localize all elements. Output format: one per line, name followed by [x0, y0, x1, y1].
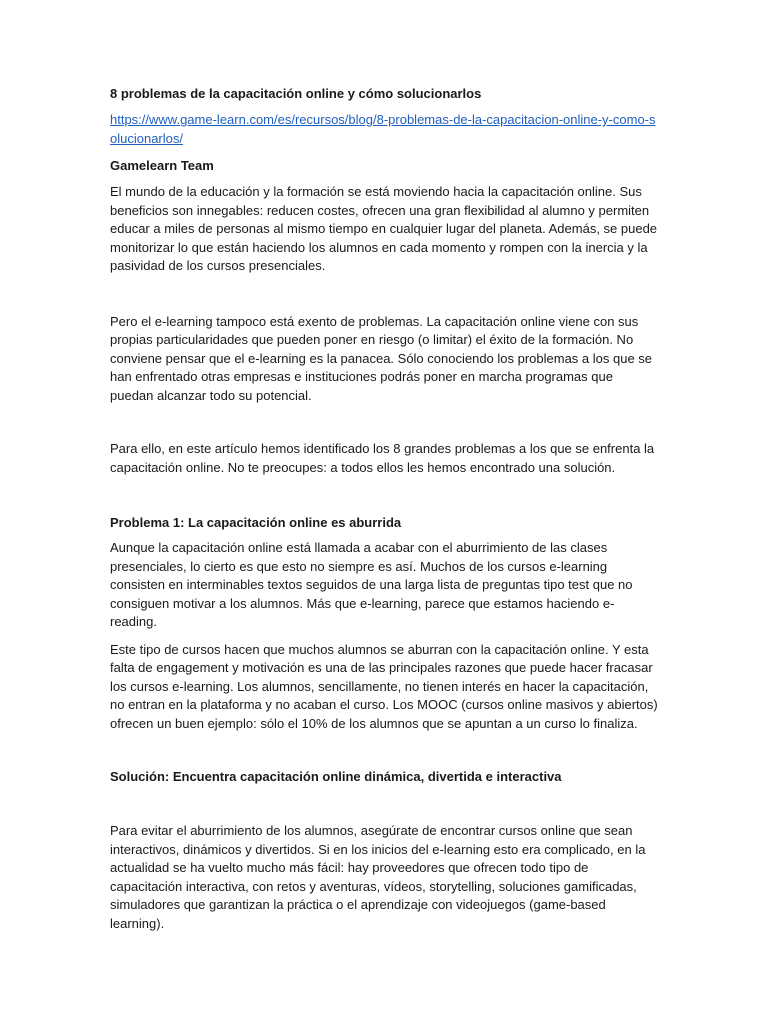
intro-paragraph-3: Para ello, en este artículo hemos identificado los 8 grandes problemas a los que se enfrenta la capacitación online. No te preocupes: a todos ellos les hemos encontrado una solución.: [110, 441, 655, 475]
source-link[interactable]: https://www.game-learn.com/es/recursos/blog/8-problemas-de-la-capacitacion-online-y-como-solucionarlos/: [110, 112, 656, 146]
problem-1-paragraph-2: Este tipo de cursos hacen que muchos alumnos se aburran con la capacitación online. Y esta falta de engagement y motivación es una de las principales razones que puede hacer fracasar los cursos e-learning. Los alumnos, sencillamente, no tienen interés en hacer la capacitación, no entran en la plataforma y no acaban el curso. Los MOOC (cursos online masivos y abiertos) ofrecen un buen ejemplo: sólo el 10% de los alumnos que se apuntan a un curso lo finaliza.: [110, 641, 658, 731]
solution-1-paragraph-1: Para evitar el aburrimiento de los alumnos, asegúrate de encontrar cursos online que sean interactivos, dinámicos y divertidos. Si en los inicios del e-learning esto era complicado, en la actualidad se ha vuelto mucho más fácil: hay proveedores que ofrecen todo tipo de capacitación interactiva, con retos y aventuras, vídeos, storytelling, soluciones gamificadas, simuladores que garantizan la práctica o el aprendizaje con videojuegos (game-based learning).: [110, 823, 646, 931]
problem-1-heading: Problema 1: La capacitación online es aburrida: [110, 515, 402, 530]
document-title: 8 problemas de la capacitación online y cómo solucionarlos: [110, 86, 482, 101]
author-name: Gamelearn Team: [110, 158, 214, 173]
solution-1-heading: Solución: Encuentra capacitación online dinámica, divertida e interactiva: [110, 769, 562, 784]
document-page: [110, 84, 658, 933]
intro-paragraph-1: El mundo de la educación y la formación se está moviendo hacia la capacitación online. Sus beneficios son innegables: reducen costes, ofrecen una gran flexibilidad al alumno y permiten educar a miles de personas al mismo tiempo en cualquier lugar del planeta. Además, se puede monitorizar lo que están haciendo los alumnos en cada momento y rompen con la inercia y la pasividad de los cursos presenciales.: [110, 184, 658, 273]
problem-1-paragraph-1: Aunque la capacitación online está llamada a acabar con el aburrimiento de las clases presenciales, lo cierto es que esto no siempre es así. Muchos de los cursos e-learning consisten en interminables textos seguidos de una larga lista de preguntas tipo test que no consiguen motivar a los alumnos. Más que e-learning, parece que estamos haciendo e-reading.: [110, 540, 633, 629]
intro-paragraph-2: Pero el e-learning tampoco está exento de problemas. La capacitación online viene con sus propias particularidades que pueden poner en riesgo (o limitar) el éxito de la formación. No conviene pensar que el e-learning es la panacea. Sólo conociendo los problemas a los que se han enfrentado otras empresas e instituciones podrás poner en marcha programas que puedan alcanzar todo su potencial.: [110, 313, 653, 403]
